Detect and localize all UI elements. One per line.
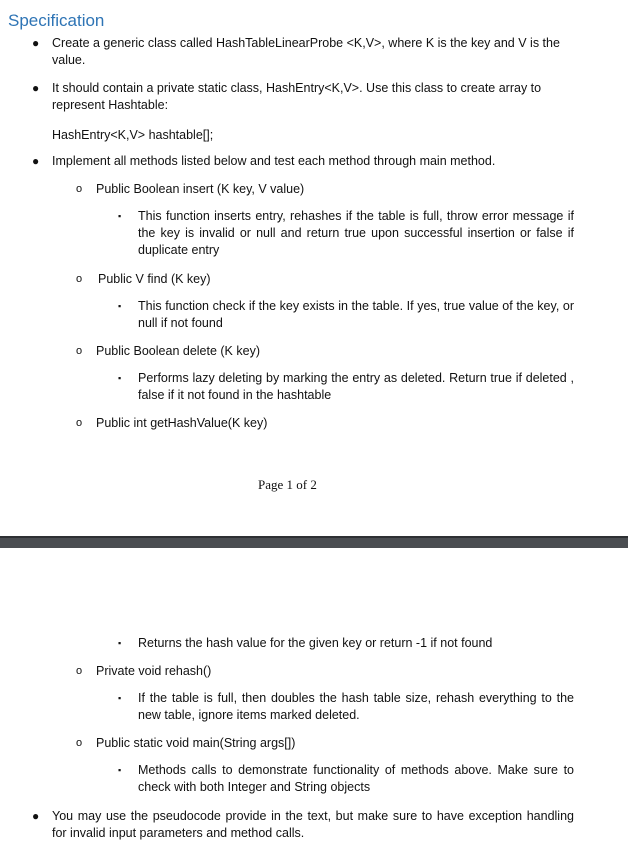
circle-bullet-icon: o (76, 183, 83, 195)
square-bullet-icon: ▪ (118, 373, 122, 383)
bullet-hashentry-class: It should contain a private static class, HashEntry<K,V>. Use this class to create array to represent Hashtable: (52, 81, 542, 112)
method-insert-signature: Public Boolean insert (K key, V value) (96, 182, 305, 196)
method-insert-description: This function inserts entry, rehashes if the table is full, throw error message if the key is invalid or null and return true upon successful insertion or false if duplicate entry (138, 209, 574, 257)
method-delete-description: Performs lazy deleting by marking the entry as deleted. Return true if deleted , false if it not found in the hashtable (138, 371, 574, 402)
page-footer: Page 1 of 2 (258, 477, 317, 492)
disc-bullet-icon: ● (32, 154, 40, 168)
square-bullet-icon: ▪ (118, 693, 122, 703)
code-line-hashtable: HashEntry<K,V> hashtable[]; (52, 128, 214, 142)
square-bullet-icon: ▪ (118, 211, 122, 221)
bullet-pseudocode-note: You may use the pseudocode provide in the text, but make sure to have exception handling for invalid input parameters and method calls. (52, 809, 574, 840)
method-find-signature: Public V find (K key) (98, 272, 211, 286)
method-main-description: Methods calls to demonstrate functionality of methods above. Make sure to check with both Integer and String objects (138, 763, 574, 794)
method-rehash-description: If the table is full, then doubles the hash table size, rehash everything to the new table, ignore items marked deleted. (138, 691, 574, 722)
bullet-implement-methods: Implement all methods listed below and test each method through main method. (52, 154, 496, 168)
square-bullet-icon: ▪ (118, 301, 122, 311)
circle-bullet-icon: o (76, 417, 83, 429)
circle-bullet-icon: o (76, 665, 83, 677)
page-separator (0, 536, 628, 548)
square-bullet-icon: ▪ (118, 638, 122, 648)
circle-bullet-icon: o (76, 273, 83, 285)
bullet-generic-class: Create a generic class called HashTableLinearProbe <K,V>, where K is the key and V is the value. (52, 36, 560, 67)
disc-bullet-icon: ● (32, 36, 40, 50)
method-main-signature: Public static void main(String args[]) (96, 736, 296, 750)
square-bullet-icon: ▪ (118, 765, 122, 775)
circle-bullet-icon: o (76, 737, 83, 749)
disc-bullet-icon: ● (32, 81, 40, 95)
method-find-description: This function check if the key exists in the table. If yes, true value of the key, or null if not found (138, 299, 574, 330)
method-delete-signature: Public Boolean delete (K key) (96, 344, 260, 358)
method-gethashvalue-signature: Public int getHashValue(K key) (96, 416, 268, 430)
section-heading: Specification (8, 11, 105, 30)
circle-bullet-icon: o (76, 345, 83, 357)
disc-bullet-icon: ● (32, 809, 40, 823)
method-rehash-signature: Private void rehash() (96, 664, 212, 678)
method-gethashvalue-description: Returns the hash value for the given key or return -1 if not found (138, 636, 493, 650)
